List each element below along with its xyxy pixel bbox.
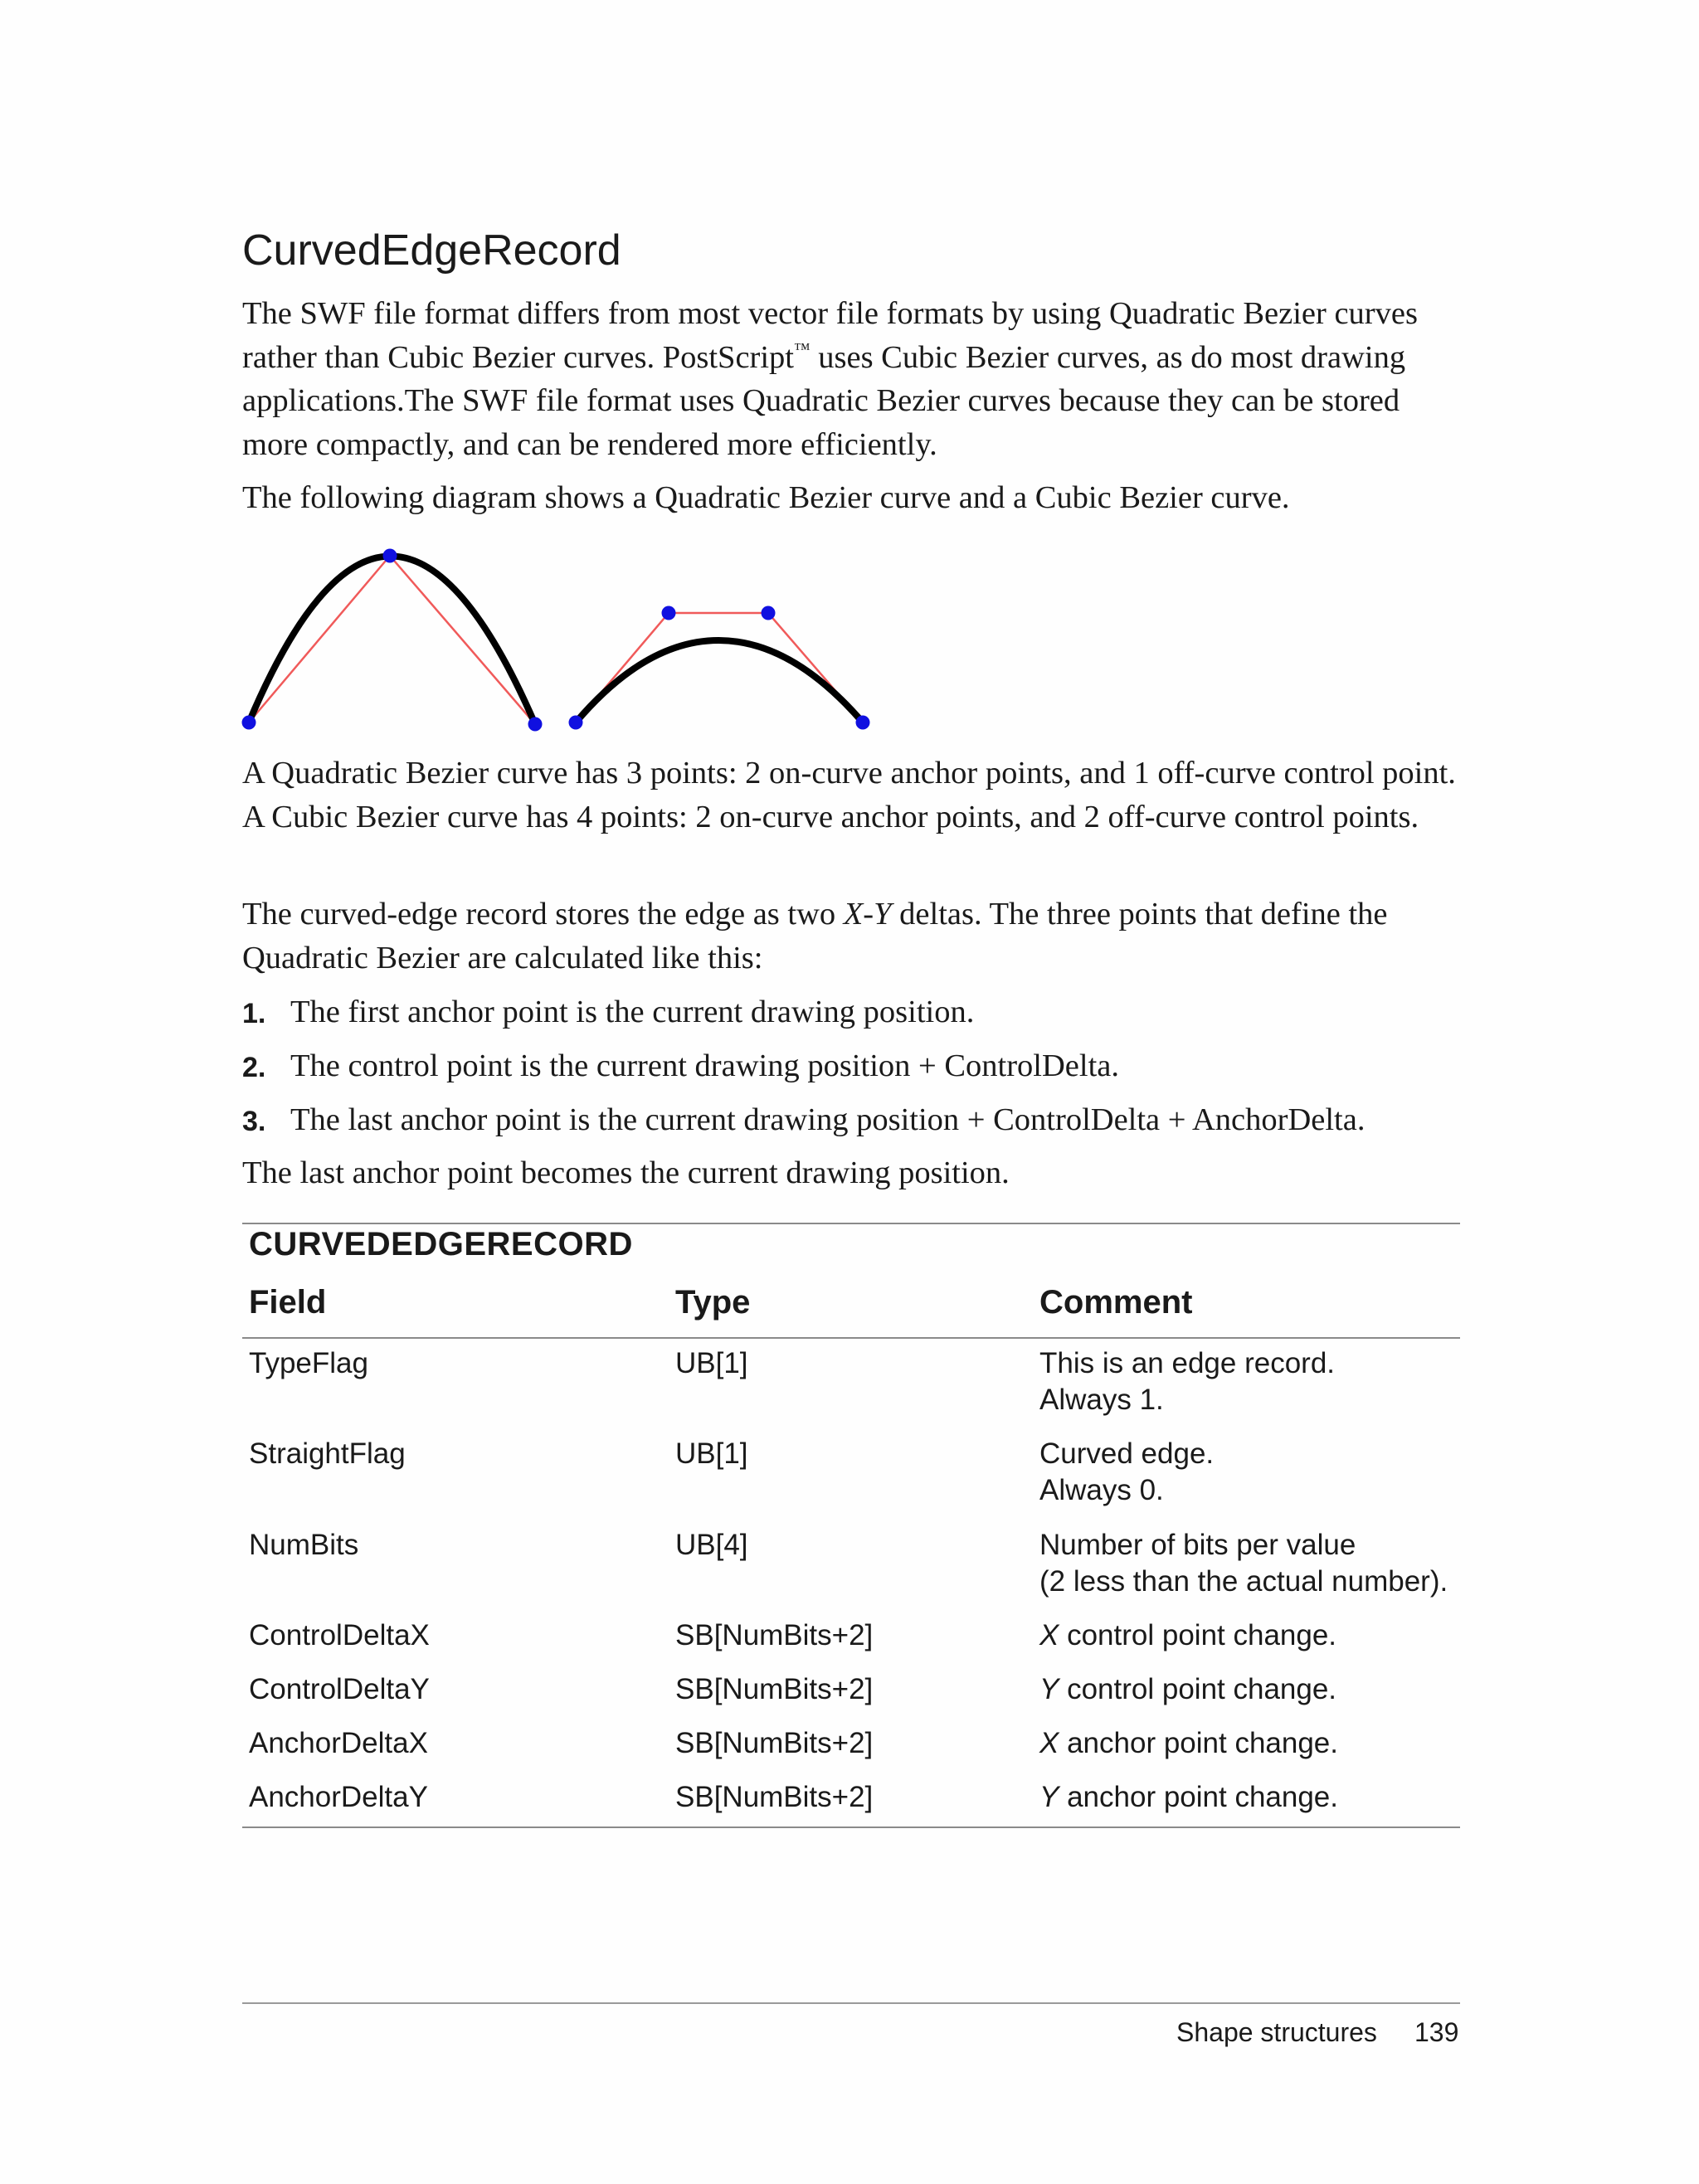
- footer-section-title: Shape structures: [1176, 2017, 1377, 2047]
- table-cell-type: SB[NumBits+2]: [675, 1727, 874, 1759]
- cubic-anchor-start-point: [569, 716, 583, 730]
- page-heading: CurvedEdgeRecord: [242, 226, 621, 275]
- list-item-number: 1.: [242, 998, 266, 1029]
- page-number: 139: [1414, 2017, 1459, 2047]
- cubic-control-lines: [576, 613, 863, 722]
- table-cell-field: ControlDeltaX: [249, 1619, 430, 1651]
- table-cell-comment: [1039, 1671, 1336, 1708]
- table-cell-comment: [1039, 1617, 1336, 1654]
- list-item-number: 3.: [242, 1106, 266, 1137]
- comment-variable: Y: [1039, 1781, 1059, 1813]
- xy-term: X-Y: [843, 897, 892, 931]
- list-item-text: The last anchor point is the current drawing position + ControlDelta + AnchorDelta.: [290, 1102, 1366, 1137]
- table-cell-type: UB[4]: [675, 1529, 748, 1561]
- table-cell-field: TypeFlag: [249, 1347, 368, 1379]
- cubic-control-point-2: [762, 606, 776, 620]
- table-bottom-rule: [242, 1826, 1460, 1828]
- table-cell-comment: [1039, 1725, 1338, 1762]
- comment-line: Always 0.: [1039, 1474, 1164, 1506]
- trademark-symbol: ™: [794, 339, 811, 358]
- comment-text: anchor point change.: [1059, 1781, 1338, 1813]
- comment-line: This is an edge record.: [1039, 1347, 1336, 1379]
- cubic-bezier-figure: [569, 606, 870, 730]
- comment-text: control point change.: [1059, 1673, 1337, 1705]
- intro-text-part2: uses Cubic Bezier curves, as do most drawing applications.The SWF file format uses Quadratic Bezier curves because they can be stored more compactly, and can be rendered more efficiently.: [242, 339, 1406, 462]
- list-item-text: The first anchor point is the current drawing position.: [290, 995, 975, 1029]
- column-header-comment: Comment: [1039, 1284, 1193, 1321]
- deltas-text-part1: The curved-edge record stores the edge as two: [242, 897, 844, 931]
- table-cell-comment: [1039, 1345, 1335, 1418]
- comment-variable: X: [1039, 1619, 1059, 1651]
- footer-rule: [242, 2002, 1460, 2004]
- table-header-rule: [242, 1337, 1460, 1339]
- table-cell-field: AnchorDeltaX: [249, 1727, 428, 1759]
- comment-variable: X: [1039, 1727, 1059, 1759]
- table-cell-field: NumBits: [249, 1529, 359, 1561]
- deltas-text-part2: deltas. The three points that define the Quadratic Bezier are calculated like this:: [242, 897, 1388, 975]
- comment-line: Always 1.: [1039, 1384, 1164, 1416]
- table-cell-type: SB[NumBits+2]: [675, 1781, 874, 1813]
- comment-line: (2 less than the actual number).: [1039, 1565, 1448, 1598]
- cubic-control-point-1: [662, 606, 676, 620]
- column-header-field: Field: [249, 1284, 327, 1321]
- column-header-type: Type: [675, 1284, 751, 1321]
- table-cell-type: UB[1]: [675, 1437, 748, 1470]
- table-cell-type: UB[1]: [675, 1347, 748, 1379]
- intro-text-part1: The SWF file format differs from most vector file formats by using Quadratic Bezier curves rather than Cubic Bezier curves. PostScript: [242, 296, 1418, 375]
- comment-line: Number of bits per value: [1039, 1529, 1356, 1561]
- table-cell-comment: [1039, 1779, 1338, 1816]
- table-title: CURVEDEDGERECORD: [249, 1226, 633, 1262]
- quadratic-bezier-figure: [242, 549, 543, 732]
- list-item-number: 2.: [242, 1052, 266, 1083]
- list-item-text: The control point is the current drawing position + ControlDelta.: [290, 1048, 1119, 1083]
- table-cell-type: SB[NumBits+2]: [675, 1619, 874, 1651]
- comment-text: control point change.: [1059, 1619, 1337, 1651]
- table-cell-comment: [1039, 1527, 1448, 1600]
- quadratic-curve: [249, 556, 535, 724]
- table-cell-field: StraightFlag: [249, 1437, 406, 1470]
- table-cell-field: ControlDeltaY: [249, 1673, 430, 1705]
- deltas-paragraph: [242, 893, 1462, 980]
- comment-line: Curved edge.: [1039, 1437, 1215, 1470]
- table-cell-type: SB[NumBits+2]: [675, 1673, 874, 1705]
- points-description-paragraph: A Quadratic Bezier curve has 3 points: 2 on-curve anchor points, and 1 off-curve control point. A Cubic Bezier curve has 4 points: 2 on-curve anchor points, and 2 off-curve control points.: [242, 756, 1456, 834]
- cubic-curve: [576, 640, 863, 722]
- quadratic-control-point: [383, 549, 397, 563]
- diagram-intro-paragraph: The following diagram shows a Quadratic Bezier curve and a Cubic Bezier curve.: [242, 480, 1290, 515]
- quadratic-anchor-end-point: [528, 717, 543, 732]
- table-cell-field: AnchorDeltaY: [249, 1781, 428, 1813]
- comment-text: anchor point change.: [1059, 1727, 1338, 1759]
- quadratic-anchor-start-point: [242, 716, 256, 730]
- cubic-anchor-end-point: [856, 716, 870, 730]
- comment-variable: Y: [1039, 1673, 1059, 1705]
- table-cell-comment: [1039, 1436, 1214, 1509]
- table-top-rule: [242, 1223, 1460, 1224]
- closing-paragraph: The last anchor point becomes the current drawing position.: [242, 1155, 1010, 1190]
